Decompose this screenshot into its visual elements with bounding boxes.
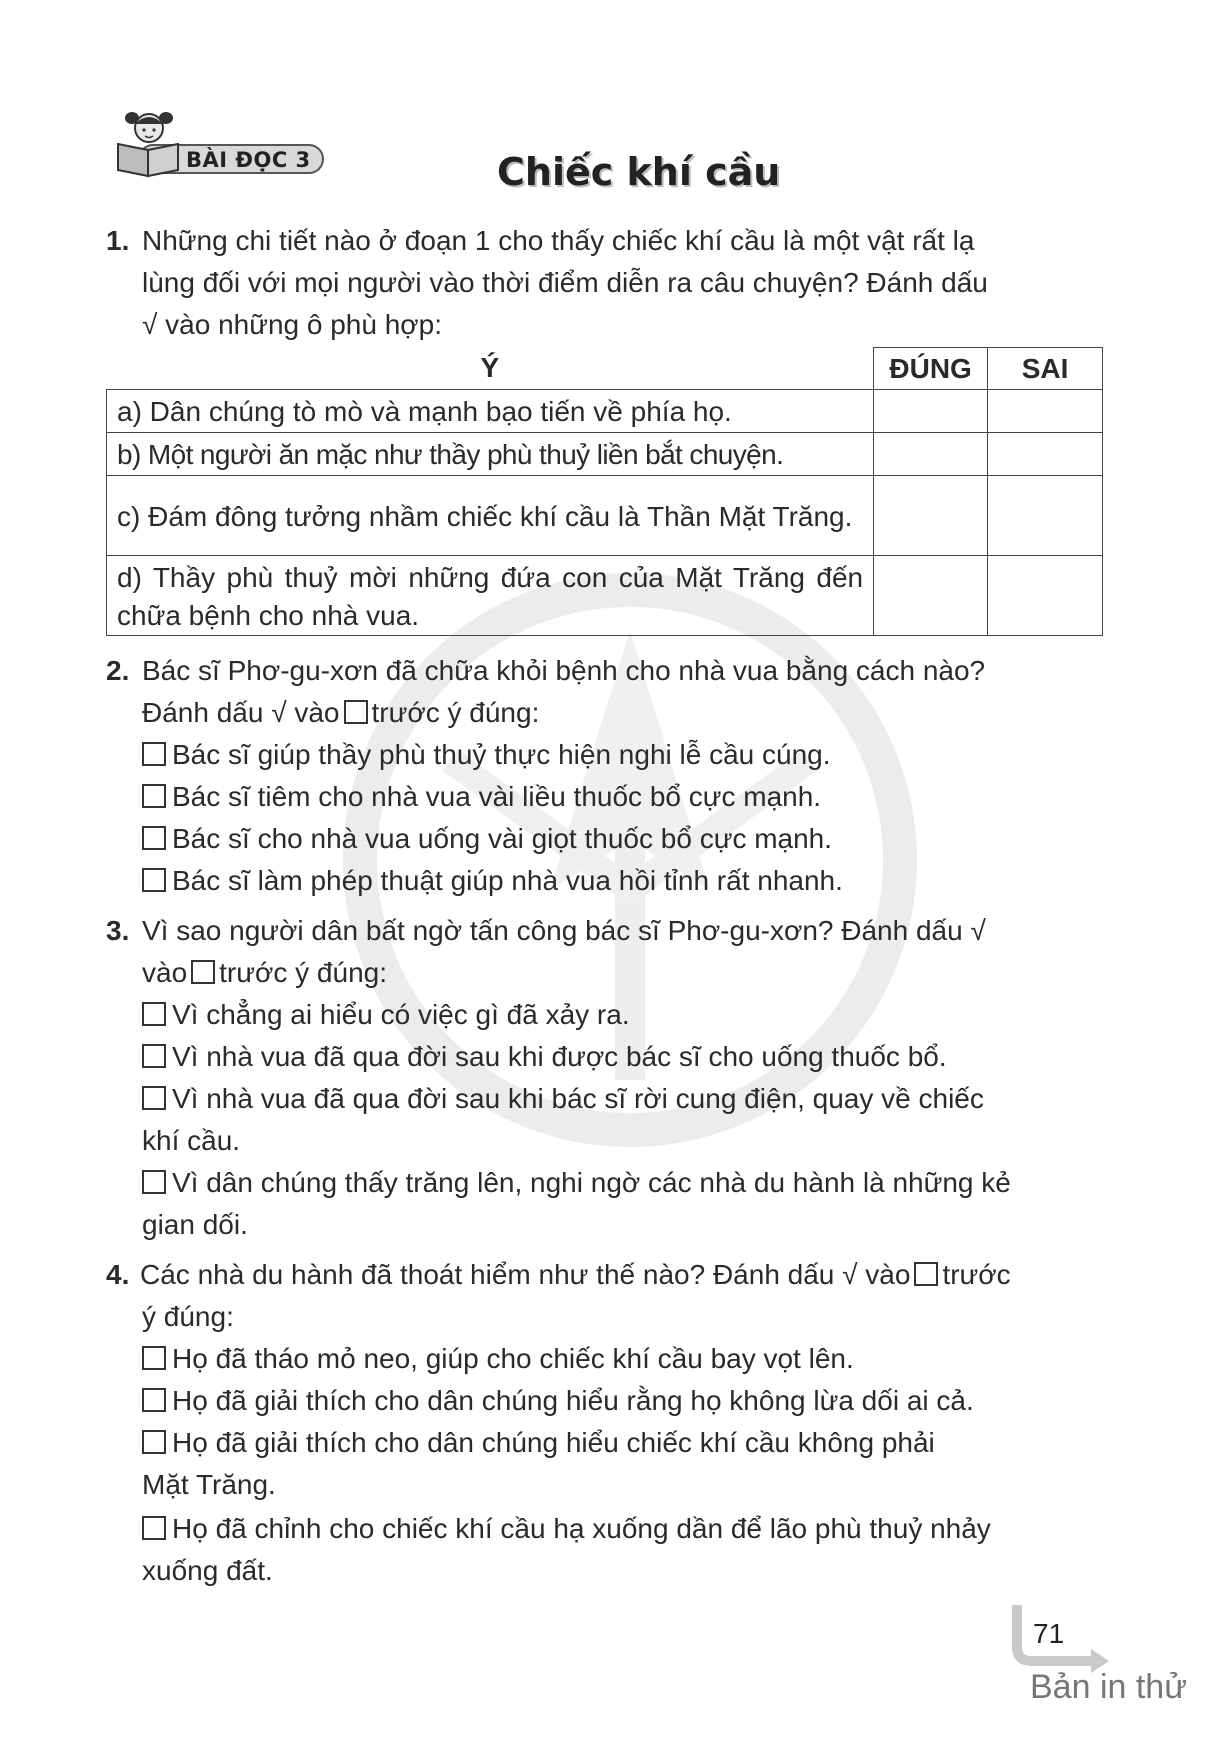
- checkbox-icon: [191, 960, 215, 984]
- q2-option-4: [142, 860, 843, 902]
- option-checkbox[interactable]: [142, 1516, 166, 1540]
- q4-instruction: Các nhà du hành đã thoát hiểm như thế nào? Đánh dấu √ vào: [140, 1259, 911, 1290]
- option-text: Họ đã chỉnh cho chiếc khí cầu hạ xuống dần để lão phù thuỷ nhảy: [172, 1513, 991, 1544]
- q3-option-3-cont: khí cầu.: [142, 1125, 241, 1156]
- option-text: Vì dân chúng thấy trăng lên, nghi ngờ các nhà du hành là những kẻ: [172, 1167, 1011, 1198]
- true-cell[interactable]: [874, 433, 988, 476]
- lesson-badge: [108, 108, 323, 178]
- q3-option-4-cont: gian dối.: [142, 1209, 248, 1240]
- q3-option-3: [142, 1078, 984, 1120]
- question-number: 3.: [106, 915, 130, 946]
- false-cell[interactable]: [988, 476, 1103, 556]
- question-number: 4.: [106, 1259, 130, 1290]
- q1-line-1: Những chi tiết nào ở đoạn 1 cho thấy chiếc khí cầu là một vật rất lạ: [142, 225, 975, 256]
- option-checkbox[interactable]: [142, 868, 166, 892]
- option-checkbox[interactable]: [142, 1002, 166, 1026]
- table-header-false: SAI: [988, 348, 1103, 390]
- page-title: Chiếc khí cầu: [497, 150, 781, 194]
- q4-option-3: [142, 1422, 935, 1464]
- option-text: Bác sĩ giúp thầy phù thuỷ thực hiện nghi lễ cầu cúng.: [172, 739, 831, 770]
- false-cell[interactable]: [988, 433, 1103, 476]
- q3-line-1: Vì sao người dân bất ngờ tấn công bác sĩ Phơ-gu-xơn? Đánh dấu √: [142, 915, 986, 946]
- true-cell[interactable]: [874, 390, 988, 433]
- q4-line-1: [140, 1254, 1011, 1296]
- true-cell[interactable]: [874, 476, 988, 556]
- option-checkbox[interactable]: [142, 1388, 166, 1412]
- q2-instruction: Đánh dấu √ vào: [142, 697, 340, 728]
- reading-girl-icon: [108, 108, 198, 180]
- option-text: Bác sĩ cho nhà vua uống vài giọt thuốc bổ cực mạnh.: [172, 823, 833, 854]
- q2-option-2: [142, 776, 821, 818]
- table-row: [107, 390, 1103, 433]
- answer-table: [106, 347, 1103, 636]
- q2-option-3: [142, 818, 832, 860]
- q3-line-2: [142, 952, 387, 994]
- print-stamp: Bản in thử: [1030, 1668, 1187, 1706]
- checkbox-icon: [914, 1262, 938, 1286]
- question-number: 1.: [106, 225, 130, 256]
- checkbox-icon: [344, 700, 368, 724]
- option-checkbox[interactable]: [142, 784, 166, 808]
- q4-option-1: [142, 1338, 854, 1380]
- option-checkbox[interactable]: [142, 826, 166, 850]
- q4-option-3-cont: Mặt Trăng.: [142, 1469, 276, 1500]
- option-text: Bác sĩ tiêm cho nhà vua vài liều thuốc bổ cực mạnh.: [172, 781, 822, 812]
- option-checkbox[interactable]: [142, 1044, 166, 1068]
- table-row: [107, 556, 1103, 636]
- q2-line-1: Bác sĩ Phơ-gu-xơn đã chữa khỏi bệnh cho nhà vua bằng cách nào?: [142, 655, 986, 686]
- true-cell[interactable]: [874, 556, 988, 636]
- false-cell[interactable]: [988, 556, 1103, 636]
- table-header-true: ĐÚNG: [874, 348, 988, 390]
- option-checkbox[interactable]: [142, 1086, 166, 1110]
- option-checkbox[interactable]: [142, 1430, 166, 1454]
- table-header-idea: Ý: [107, 348, 874, 390]
- option-text: Bác sĩ làm phép thuật giúp nhà vua hồi tỉnh rất nhanh.: [172, 865, 843, 896]
- q3-instruction: vào: [142, 957, 188, 988]
- q4-option-4: [142, 1508, 991, 1550]
- q4-option-2: [142, 1380, 974, 1422]
- option-text: Vì chẳng ai hiểu có việc gì đã xảy ra.: [172, 999, 630, 1030]
- q3-option-2: [142, 1036, 947, 1078]
- q3-option-4: [142, 1162, 1011, 1204]
- table-row: [107, 476, 1103, 556]
- q1-line-2: lùng đối với mọi người vào thời điểm diễn ra câu chuyện? Đánh dấu: [142, 267, 988, 298]
- option-checkbox[interactable]: [142, 742, 166, 766]
- table-row: [107, 433, 1103, 476]
- q3-option-1: [142, 994, 630, 1036]
- row-text: a) Dân chúng tò mò và mạnh bạo tiến về phía họ.: [107, 390, 874, 433]
- page-number: 71: [1033, 1618, 1065, 1649]
- option-text: Họ đã giải thích cho dân chúng hiểu chiếc khí cầu không phải: [172, 1427, 935, 1458]
- q4-line-2: ý đúng:: [142, 1301, 234, 1332]
- q2-instruction-end: trước ý đúng:: [371, 697, 540, 728]
- badge-label: BÀI ĐỌC 3: [186, 148, 311, 172]
- option-text: Họ đã tháo mỏ neo, giúp cho chiếc khí cầu bay vọt lên.: [172, 1343, 854, 1374]
- row-text: c) Đám đông tưởng nhầm chiếc khí cầu là Thần Mặt Trăng.: [107, 476, 874, 556]
- option-text: Vì nhà vua đã qua đời sau khi được bác sĩ cho uống thuốc bổ.: [172, 1041, 947, 1072]
- q2-option-1: [142, 734, 831, 776]
- question-number: 2.: [106, 655, 130, 686]
- option-text: Họ đã giải thích cho dân chúng hiểu rằng họ không lừa dối ai cả.: [172, 1385, 974, 1416]
- option-checkbox[interactable]: [142, 1346, 166, 1370]
- q4-option-4-cont: xuống đất.: [142, 1555, 273, 1586]
- row-text: b) Một người ăn mặc như thầy phù thuỷ liền bắt chuyện.: [107, 433, 874, 476]
- q3-instruction-end: trước ý đúng:: [219, 957, 387, 988]
- q4-instruction-end: trước: [942, 1259, 1011, 1290]
- option-checkbox[interactable]: [142, 1170, 166, 1194]
- q1-line-3: √ vào những ô phù hợp:: [142, 309, 443, 340]
- q2-line-2: [142, 692, 539, 734]
- row-text: d) Thầy phù thuỷ mời những đứa con của Mặt Trăng đến chữa bệnh cho nhà vua.: [107, 556, 874, 636]
- false-cell[interactable]: [988, 390, 1103, 433]
- option-text: Vì nhà vua đã qua đời sau khi bác sĩ rời cung điện, quay về chiếc: [172, 1083, 984, 1114]
